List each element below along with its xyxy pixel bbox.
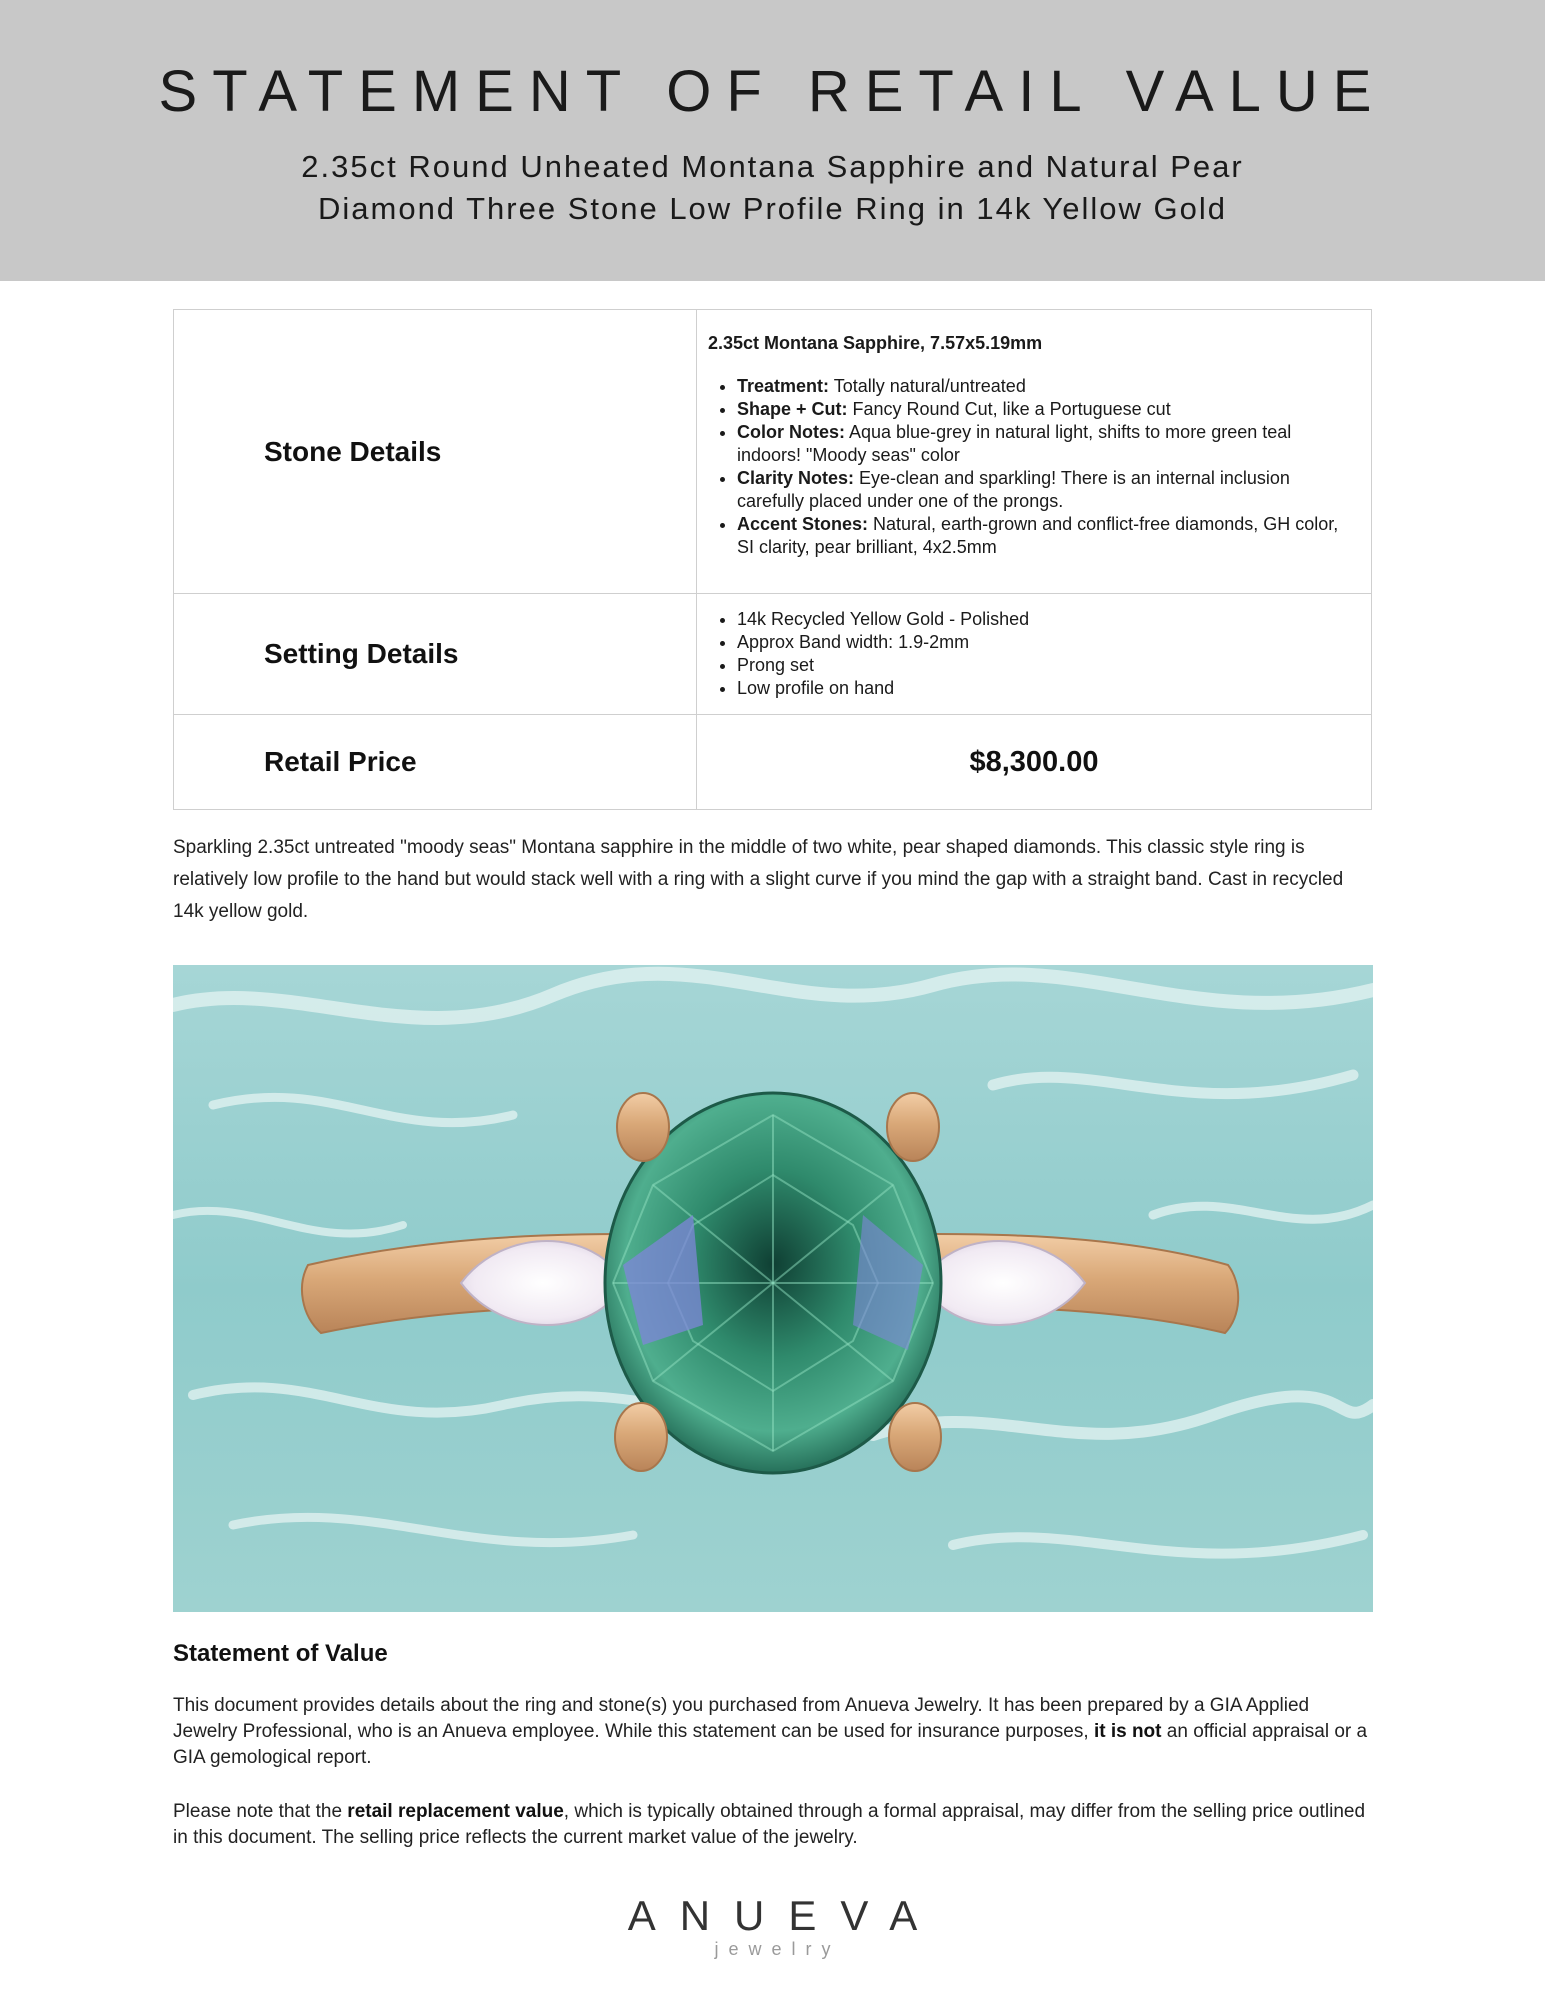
spec-value: Totally natural/untreated bbox=[829, 376, 1026, 396]
list-item bbox=[737, 467, 1351, 513]
statement-of-value-heading: Statement of Value bbox=[173, 1640, 388, 1667]
statement-paragraph-1 bbox=[173, 1693, 1378, 1771]
spec-value: Fancy Round Cut, like a Portuguese cut bbox=[847, 399, 1171, 419]
retail-price-value: $8,300.00 bbox=[697, 715, 1372, 810]
stone-details-label: Stone Details bbox=[264, 435, 442, 467]
subtitle-line-1: 2.35ct Round Unheated Montana Sapphire and Natural Pear bbox=[301, 149, 1244, 184]
spec-key: Accent Stones: bbox=[737, 514, 869, 534]
spec-value: Natural, earth-grown and conflict-free diamonds, GH color, SI clarity, pear brilliant, 4x2.5mm bbox=[737, 514, 1339, 557]
product-description: Sparkling 2.35ct untreated "moody seas" Montana sapphire in the middle of two white, pear shaped diamonds. This classic style ring is relatively low profile to the hand but would stack well with a ring with a slight curve if you mind the gap with a straight band. Cast in recycled 14k yellow gold. bbox=[173, 837, 1344, 922]
spec-key: Color Notes: bbox=[737, 422, 845, 442]
ring-photo bbox=[173, 965, 1373, 1612]
setting-details-value-cell bbox=[697, 594, 1372, 715]
setting-details-row bbox=[174, 594, 1372, 715]
setting-details-label-cell bbox=[174, 594, 697, 715]
statement-emphasis: it is not bbox=[1093, 1721, 1162, 1742]
spec-key: Shape + Cut: bbox=[737, 399, 848, 419]
details-table bbox=[173, 309, 1372, 810]
header-banner bbox=[0, 0, 1545, 281]
statement-text: Please note that the bbox=[173, 1801, 348, 1822]
retail-price-label: Retail Price bbox=[264, 746, 417, 777]
brand-logo-name: ANUEVA bbox=[627, 1892, 942, 1939]
list-item bbox=[737, 421, 1351, 467]
statement-paragraph-2 bbox=[173, 1799, 1378, 1851]
retail-price-row bbox=[174, 715, 1372, 810]
stone-details-value-cell bbox=[697, 310, 1372, 594]
list-item: • Prong set bbox=[737, 654, 1351, 677]
statement-text: This document provides details about the ring and stone(s) you purchased from Anueva Jewelry. It has been prepared by a GIA Applied Jewelry Professional, who is an Anueva employee. While this statement can be used for insurance purposes, bbox=[173, 1695, 1310, 1742]
statement-emphasis: retail replacement value bbox=[347, 1801, 564, 1822]
list-item: • Low profile on hand bbox=[737, 677, 1351, 700]
spec-value: Aqua blue-grey in natural light, shifts to more green teal indoors! "Moody seas" color bbox=[737, 422, 1292, 465]
stone-heading: 2.35ct Montana Sapphire, 7.57x5.19mm bbox=[708, 333, 1043, 353]
list-item: • Approx Band width: 1.9-2mm bbox=[737, 631, 1351, 654]
document-subtitle bbox=[0, 146, 1545, 230]
list-item: • 14k Recycled Yellow Gold - Polished bbox=[737, 608, 1351, 631]
setting-details-label: Setting Details bbox=[264, 638, 459, 669]
stone-details-label-cell bbox=[174, 310, 697, 594]
retail-price-label-cell bbox=[174, 715, 697, 810]
spec-key: Treatment: bbox=[737, 376, 830, 396]
setting-spec-list bbox=[708, 608, 1351, 700]
list-item bbox=[737, 375, 1351, 398]
brand-logo-sub: jewelry bbox=[714, 1939, 841, 1959]
spec-value: Eye-clean and sparkling! There is an internal inclusion carefully placed under one of the prongs. bbox=[737, 468, 1290, 511]
subtitle-line-2: Diamond Three Stone Low Profile Ring in 14k Yellow Gold bbox=[317, 191, 1227, 226]
list-item bbox=[737, 513, 1351, 559]
stone-details-row bbox=[174, 310, 1372, 594]
document-title: STATEMENT OF RETAIL VALUE bbox=[158, 59, 1387, 124]
spec-key: Clarity Notes: bbox=[737, 468, 855, 488]
statement-text: an official appraisal or a GIA gemological report. bbox=[173, 1721, 1368, 1768]
statement-text: , which is typically obtained through a formal appraisal, may differ from the selling price outlined in this document. The selling price reflects the current market value of the jewelry. bbox=[173, 1801, 1366, 1848]
list-item bbox=[737, 398, 1351, 421]
stone-spec-list bbox=[708, 375, 1351, 559]
